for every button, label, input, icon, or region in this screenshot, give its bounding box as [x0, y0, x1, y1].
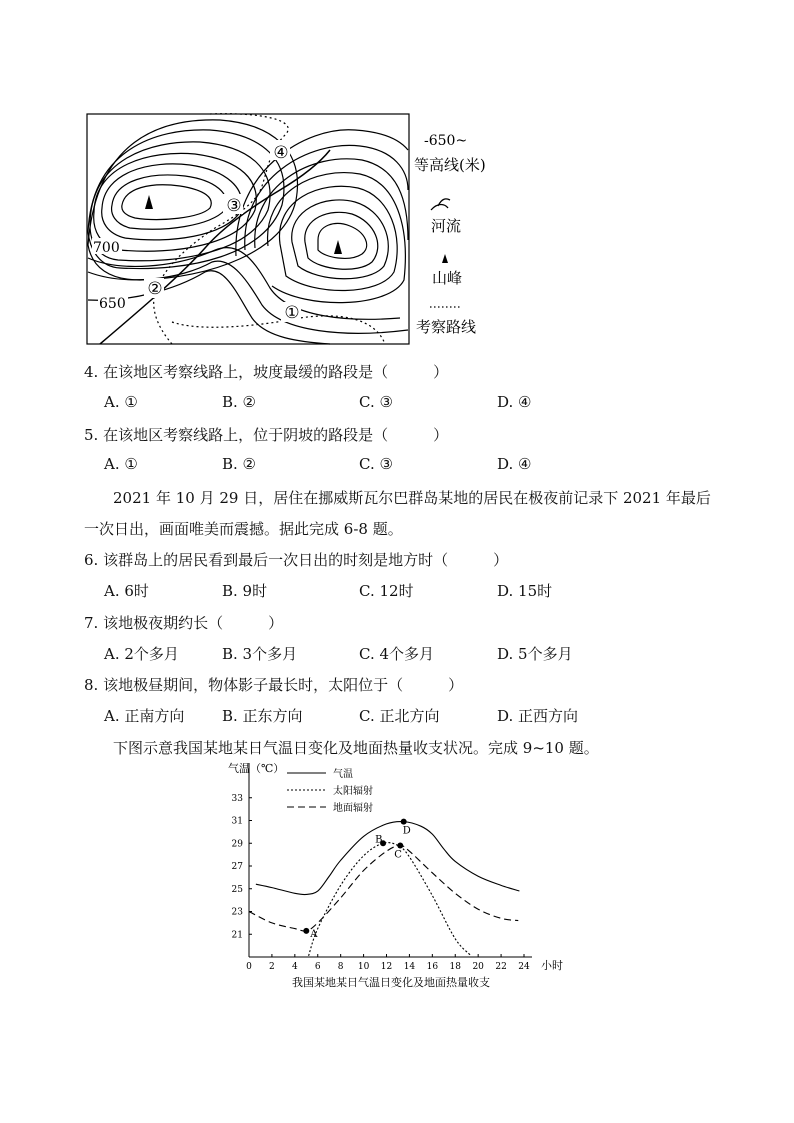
- legend-label-dotted: 太阳辐射: [333, 786, 373, 797]
- q4-option-b[interactable]: B. ②: [222, 393, 257, 411]
- y-tick-label: 27: [231, 862, 243, 872]
- y-tick-label: 25: [231, 884, 243, 895]
- x-tick-label: 2: [269, 962, 275, 972]
- q6-option-d[interactable]: D. 15时: [497, 582, 553, 600]
- q6-option-b[interactable]: B. 9时: [222, 582, 268, 600]
- chart-axes: [232, 763, 532, 972]
- q5-option-a[interactable]: A. ①: [104, 455, 138, 473]
- x-tick-label: 12: [380, 962, 393, 972]
- q4-option-c[interactable]: C. ③: [359, 393, 393, 411]
- passage-line-1: 2021 年 10 月 29 日，居住在挪威斯瓦尔巴群岛某地的居民在极夜前记录下 2021 年最后: [113, 489, 711, 507]
- passage-2: 下图示意我国某地某日气温日变化及地面热量收支状况。完成 9~10 题。: [113, 739, 599, 757]
- legend-river-label: 河流: [431, 217, 462, 235]
- q6-option-a[interactable]: A. 6时: [104, 582, 149, 600]
- x-tick-label: 6: [314, 962, 321, 972]
- q8-option-c[interactable]: C. 正北方向: [359, 707, 440, 725]
- x-tick-label: 16: [426, 962, 439, 972]
- x-tick-label: 22: [495, 962, 507, 972]
- x-tick-label: 14: [403, 962, 416, 972]
- x-tick-label: 20: [472, 962, 484, 972]
- y-tick-label: 31: [231, 816, 243, 827]
- y-tick-label: 21: [231, 930, 243, 941]
- point-a: [303, 928, 309, 934]
- point-c: [397, 843, 403, 849]
- q5-option-c[interactable]: C. ③: [359, 455, 393, 473]
- question-7-stem: 7. 该地极夜期约长（ ）: [84, 614, 284, 632]
- point-label-c: C: [394, 849, 402, 861]
- marker-1: ①: [284, 303, 300, 323]
- q7-option-a[interactable]: A. 2个多月: [104, 645, 179, 663]
- passage-line-2: 一次日出，画面唯美而震撼。据此完成 6-8 题。: [84, 520, 403, 538]
- q7-option-d[interactable]: D. 5个多月: [497, 645, 573, 663]
- question-8-stem: 8. 该地极昼期间，物体影子最长时，太阳位于（ ）: [84, 676, 464, 694]
- series-solid-line: [256, 821, 520, 894]
- question-5-stem: 5. 在该地区考察线路上，位于阴坡的路段是（ ）: [84, 426, 449, 444]
- chart-ylabel: 气温（℃）: [228, 762, 285, 775]
- legend-contour-label: 等高线(米): [414, 156, 486, 174]
- marker-3: ③: [226, 196, 242, 216]
- q4-option-d[interactable]: D. ④: [497, 393, 532, 411]
- legend-label-solid: 气温: [333, 769, 353, 780]
- point-label-d: D: [402, 825, 411, 837]
- chart-title: 我国某地某日气温日变化及地面热量收支: [292, 976, 490, 989]
- q8-option-b[interactable]: B. 正东方向: [222, 707, 303, 725]
- y-tick-label: 29: [231, 839, 243, 850]
- q7-option-b[interactable]: B. 3个多月: [222, 645, 298, 663]
- q5-option-b[interactable]: B. ②: [222, 455, 257, 473]
- series-dashed-line: [249, 846, 518, 932]
- question-6-stem: 6. 该群岛上的居民看到最后一次日出的时刻是地方时（ ）: [84, 551, 509, 569]
- q6-option-c[interactable]: C. 12时: [359, 582, 414, 600]
- legend-route-label: 考察路线: [416, 318, 477, 336]
- point-d: [401, 819, 407, 825]
- q4-option-a[interactable]: A. ①: [104, 393, 138, 411]
- question-4-stem: 4. 在该地区考察线路上，坡度最缓的路段是（ ）: [84, 363, 449, 381]
- x-tick-label: 8: [337, 962, 344, 972]
- legend-peak-label: 山峰: [432, 269, 463, 287]
- point-label-a: A: [310, 928, 318, 940]
- q8-option-a[interactable]: A. 正南方向: [104, 707, 185, 725]
- x-tick-label: 24: [518, 962, 530, 972]
- chart-xlabel: 小时: [541, 959, 563, 972]
- x-tick-label: 18: [449, 962, 461, 972]
- y-tick-label: 23: [231, 907, 243, 918]
- y-tick-label: 33: [231, 793, 243, 804]
- legend-contour-value: -650~: [424, 133, 468, 149]
- legend-label-dashed: 地面辐射: [333, 803, 373, 814]
- marker-4: ④: [273, 143, 289, 163]
- x-tick-label: 4: [291, 962, 298, 972]
- chart-legend: [287, 768, 373, 814]
- q8-option-d[interactable]: D. 正西方向: [497, 707, 579, 725]
- x-tick-label: 10: [357, 962, 370, 972]
- contour-label-700: 700: [93, 240, 120, 256]
- series-dotted-line: [309, 843, 472, 956]
- q7-option-c[interactable]: C. 4个多月: [359, 645, 435, 663]
- q5-option-d[interactable]: D. ④: [497, 455, 532, 473]
- point-label-b: B: [375, 834, 383, 846]
- contour-label-650: 650: [99, 296, 126, 312]
- marker-2: ②: [147, 279, 163, 299]
- x-tick-label: 0: [246, 962, 252, 972]
